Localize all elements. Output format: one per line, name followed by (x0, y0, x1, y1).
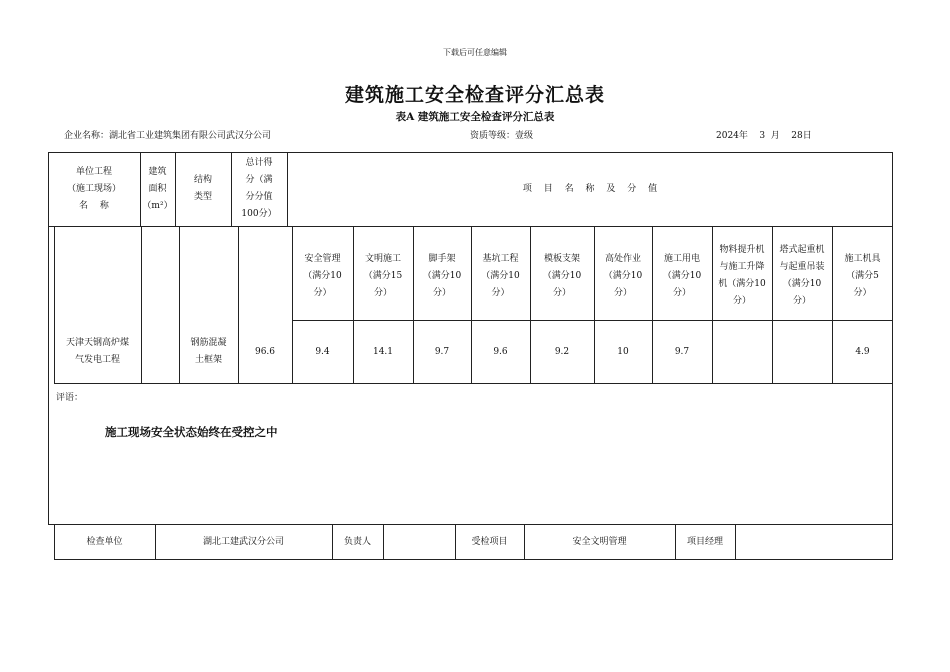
item-header-hoist: 物料提升机 与施工升降 机（满分10 分） (718, 245, 766, 306)
footer-project-label: 受检项目 (471, 536, 508, 547)
score-safety-management: 9.4 (315, 346, 330, 357)
comment-label: 评语： (56, 393, 84, 403)
data-unit-name: 天津天钢高炉煤 气发电工程 (65, 338, 129, 365)
footer-project-value: 安全文明管理 (572, 536, 627, 547)
item-header-work-at-height: 高处作业 （满分10 分） (603, 253, 643, 298)
footer-person-label: 负责人 (343, 536, 371, 547)
header-structure: 结构 类型 (193, 175, 212, 202)
table-subtitle: 表A 建筑施工安全检查评分汇总表 (395, 111, 555, 123)
item-header-foundation-pit: 基坑工程 （满分10 分） (481, 253, 520, 298)
footer-inspect-unit-label: 检查单位 (86, 536, 123, 547)
score-civilized-construction: 14.1 (372, 346, 394, 357)
header-items-title: 项 目 名 称 及 分 值 (522, 183, 658, 194)
score-tower-crane (772, 320, 832, 384)
comment-text: 施工现场安全状态始终在受控之中 (105, 425, 278, 439)
data-structure: 钢筋混凝 土框架 (190, 338, 227, 365)
page-title: 建筑施工安全检查评分汇总表 (344, 84, 605, 106)
data-total-score: 96.6 (254, 346, 276, 357)
header-area: 建筑 面积 （m²） (142, 166, 173, 211)
item-header-safety-management: 安全管理 （满分10 分） (303, 253, 342, 298)
header-note: 下载后可任意编辑 (443, 48, 507, 57)
score-hoist (712, 320, 772, 384)
score-scaffold: 9.7 (434, 346, 450, 357)
company-name: 企业名称：湖北省工业建筑集团有限公司武汉分公司 (64, 131, 272, 141)
item-header-civilized-construction: 文明施工 （满分15 分） (363, 253, 403, 298)
footer-inspect-unit-value: 湖北工建武汉分公司 (202, 536, 284, 547)
footer-person-value (383, 524, 455, 560)
item-header-tower-crane: 塔式起重机 与起重吊装 （满分10 分） (779, 245, 825, 306)
qualification-level: 资质等级：壹级 (470, 131, 534, 141)
report-date: 2024年 3 月 28日 (716, 131, 812, 141)
item-header-scaffold: 脚手架 （满分10 分） (422, 253, 462, 298)
item-header-formwork: 模板支架 （满分10 分） (542, 253, 582, 298)
score-foundation-pit: 9.6 (493, 346, 508, 357)
item-header-machinery: 施工机具 （满分5 分） (844, 253, 881, 298)
footer-manager-label: 项目经理 (686, 536, 723, 547)
score-electricity: 9.7 (674, 346, 690, 357)
item-header-electricity: 施工用电 （满分10 分） (662, 253, 702, 298)
score-machinery: 4.9 (855, 346, 870, 357)
score-work-at-height: 10 (617, 346, 629, 357)
data-area (141, 320, 179, 384)
header-total-score: 总计得 分（满 分分值 100分） (241, 158, 277, 219)
score-formwork: 9.2 (554, 346, 570, 357)
footer-manager-value (735, 524, 893, 560)
header-unit-name: 单位工程 （施工现场） 名 称 (66, 166, 121, 211)
